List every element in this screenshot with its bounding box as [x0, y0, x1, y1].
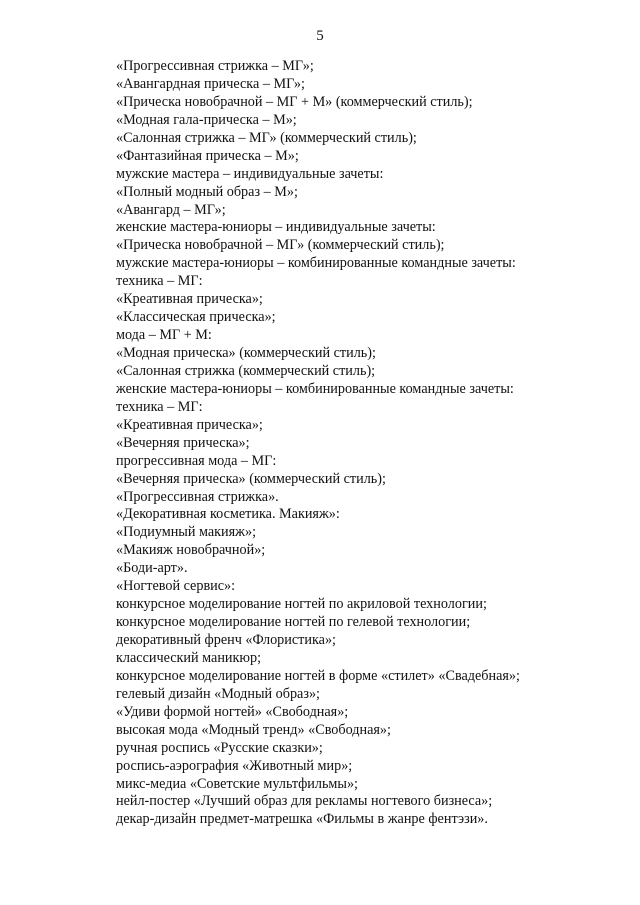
text-line: «Фантазийная прическа – М»; [116, 147, 299, 164]
text-line: мужские мастера-юниоры – комбинированные командные зачеты: [116, 255, 516, 272]
text-line: женские мастера-юниоры – индивидуальные зачеты: [116, 219, 436, 236]
text-line: «Вечерняя прическа» (коммерческий стиль); [116, 470, 386, 487]
text-line: микс-медиа «Советские мультфильмы»; [116, 775, 358, 792]
text-line: «Авангард – МГ»; [116, 201, 226, 218]
text-line: конкурсное моделирование ногтей по гелевой технологии; [116, 614, 471, 631]
text-line: мода – МГ + М: [116, 327, 212, 344]
text-line: классический маникюр; [116, 649, 262, 666]
document-body [116, 58, 616, 829]
text-line: «Креативная прическа»; [116, 291, 263, 308]
text-line: «Модная гала-прическа – М»; [116, 111, 297, 128]
text-line: женские мастера-юниоры – комбинированные командные зачеты: [116, 380, 514, 397]
text-line: высокая мода «Модный тренд» «Свободная»; [116, 721, 391, 738]
text-line: конкурсное моделирование ногтей по акриловой технологии; [116, 596, 487, 613]
text-line: прогрессивная мода – МГ: [116, 452, 277, 469]
text-line: «Подиумный макияж»; [116, 524, 257, 541]
text-line: декоративный френч «Флористика»; [116, 632, 336, 648]
text-line: «Авангардная прическа – МГ»; [116, 75, 305, 92]
text-line: «Полный модный образ – М»; [116, 183, 298, 200]
text-line: «Салонная стрижка (коммерческий стиль); [116, 362, 376, 379]
text-line: нейл-постер «Лучший образ для рекламы ногтевого бизнеса»; [116, 793, 493, 810]
text-line: «Вечерняя прическа»; [116, 434, 250, 451]
text-line: гелевый дизайн «Модный образ»; [116, 685, 320, 702]
text-line: конкурсное моделирование ногтей в форме «стилет» «Свадебная»; [116, 667, 520, 684]
text-line: «Макияж новобрачной»; [116, 542, 266, 559]
text-line: «Прическа новобрачной – МГ» (коммерческий стиль); [116, 237, 445, 254]
text-line: техника – МГ: [116, 273, 203, 290]
text-line: «Ногтевой сервис»: [116, 578, 236, 595]
text-line: «Креативная прическа»; [116, 416, 263, 433]
text-line: «Декоративная косметика. Макияж»: [116, 506, 340, 523]
text-line: мужские мастера – индивидуальные зачеты: [116, 165, 384, 182]
text-line: «Прическа новобрачной – МГ + М» (коммерческий стиль); [116, 93, 473, 110]
text-line: «Классическая прическа»; [116, 309, 276, 326]
text-line: техника – МГ: [116, 398, 203, 415]
text-line: «Прогрессивная стрижка – МГ»; [116, 58, 314, 74]
text-line: роспись-аэрография «Животный мир»; [116, 757, 353, 774]
page-number: 5 [316, 28, 324, 44]
text-line: ручная роспись «Русские сказки»; [116, 739, 323, 756]
text-line: «Салонная стрижка – МГ» (коммерческий стиль); [116, 129, 417, 146]
text-line: «Удиви формой ногтей» «Свободная»; [116, 703, 349, 720]
text-line: «Прогрессивная стрижка». [116, 488, 279, 505]
text-line: «Боди-арт». [116, 560, 188, 577]
text-line: декар-дизайн предмет-матрешка «Фильмы в жанре фентэзи». [116, 811, 488, 828]
text-line: «Модная прическа» (коммерческий стиль); [116, 345, 376, 361]
